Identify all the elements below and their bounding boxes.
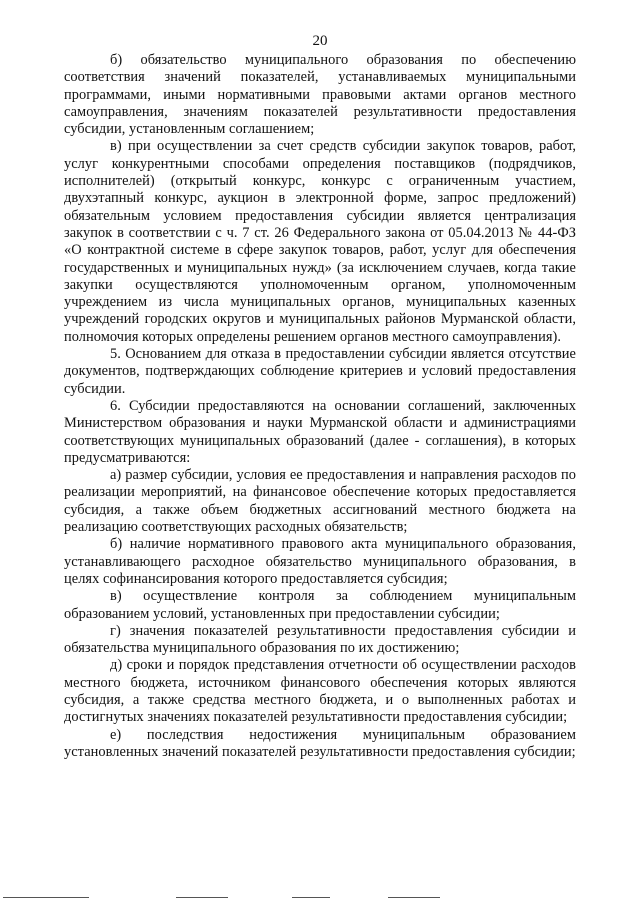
paragraph-5-refusal-grounds: 5. Основанием для отказа в предоставлении субсидии является отсутствие документов, подтверждающих соблюдение критериев и условий предоставления субсидии. — [64, 346, 576, 397]
paragraph-v-control: в) осуществление контроля за соблюдением муниципальным образованием условий, установленных при предоставлении субсидии; — [64, 588, 576, 622]
footer-rule — [0, 897, 640, 901]
paragraph-d-reporting: д) сроки и порядок представления отчетности об осуществлении расходов местного бюджета, источником финансового обеспечения которых являются субсидия, а также средства местного бюджета, и о выполненных работах и достигнутых значениях показателей результативности предоставления субсидии; — [64, 657, 576, 726]
footer-rule-segment — [3, 897, 89, 898]
paragraph-e-consequences: е) последствия недостижения муниципальным образованием установленных значений показателей результативности предоставления субсидии; — [64, 726, 576, 760]
page-number: 20 — [312, 33, 328, 49]
paragraph-a-subsidy-size: а) размер субсидии, условия ее предоставления и направления расходов по реализации мероприятий, на финансовое обеспечение которых предоставляется субсидия, а также объем бюджетных ассигнований местного бюджета на реализацию соответствующих расходных обязательств; — [64, 467, 576, 536]
paragraph-6-agreements: 6. Субсидии предоставляются на основании соглашений, заключенных Министерством образования и науки Мурманской области и администрациями соответствующих муниципальных образований (далее - соглашения), в которых предусматриваются: — [64, 397, 576, 466]
footer-rule-segment — [176, 897, 228, 898]
footer-rule-segment — [388, 897, 440, 898]
paragraph-g-indicators: г) значения показателей результативности предоставления субсидии и обязательства муниципального образования по их достижению; — [64, 622, 576, 657]
document-body — [64, 52, 576, 761]
paragraph-b-obligation: б) обязательство муниципального образования по обеспечению соответствия значений показателей, устанавливаемых муниципальными программами, иными нормативными правовыми актами органов местного самоуправления, значениям показателей результативности предоставления субсидии, установленным соглашением; — [64, 52, 576, 138]
paragraph-b-normative-act: б) наличие нормативного правового акта муниципального образования, устанавливающего расходное обязательство муниципального образования, в целях софинансирования которого предоставляется субсидия; — [64, 536, 576, 587]
footer-rule-segment — [292, 897, 330, 898]
paragraph-v-procurement: в) при осуществлении за счет средств субсидии закупок товаров, работ, услуг конкурентными способами определения поставщиков (подрядчиков, исполнителей) (открытый конкурс, конкурс с ограниченным участием, двухэтапный конкурс, аукцион в электронной форме, запрос предложений) обязательным условием предоставления субсидии является централизация закупок в соответствии с ч. 7 ст. 26 Федерального закона от 05.04.2013 № 44-ФЗ «О контрактной системе в сфере закупок товаров, работ, услуг для обеспечения государственных и муниципальных нужд» (за исключением случаев, когда такие закупки осуществляются уполномоченным органом, уполномоченным учреждением из числа муниципальных органов, муниципальных казенных учреждений городских округов и муниципальных районов Мурманской области, полномочия которых определены решением органов местного самоуправления). — [64, 138, 576, 345]
